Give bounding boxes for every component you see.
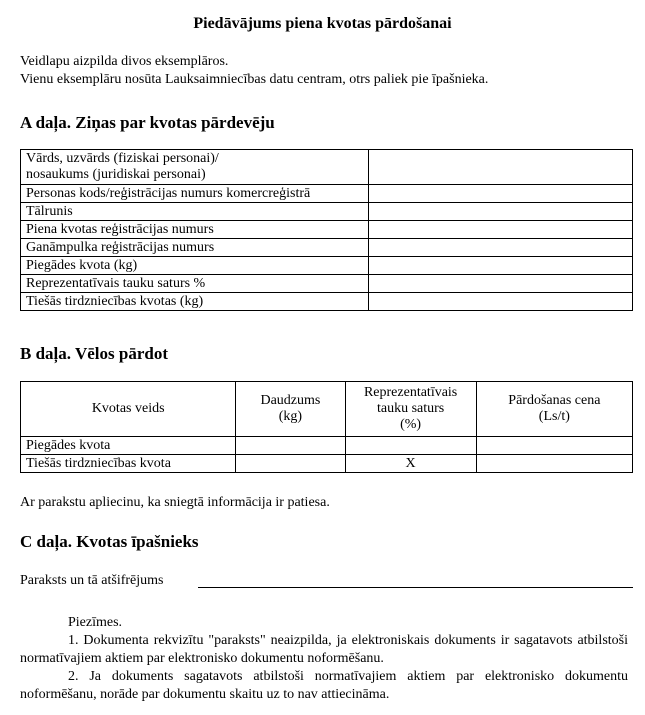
table-row [21, 150, 633, 185]
price-cell[interactable] [476, 455, 632, 473]
intro-line: Veidlapu aizpilda divos eksemplāros. [20, 54, 229, 69]
header-line: tauku saturs [376, 401, 445, 416]
intro-line: Vienu eksemplāru nosūta Lauksaimniecības datu centram, otrs paliek pie īpašnieka. [20, 72, 489, 87]
price-cell[interactable] [476, 437, 632, 455]
table-row [21, 275, 633, 293]
table-row [21, 437, 633, 455]
header-line: (Ls/t) [538, 409, 570, 424]
section-b-heading: B daļa. Vēlos pārdot [20, 344, 168, 363]
field-label: Reprezentatīvais tauku saturs % [21, 275, 369, 293]
field-label: Piena kvotas reģistrācijas numurs [21, 221, 369, 239]
note-item: 2. Ja dokuments sagatavots atbilstoši normatīvajiem aktiem par elektronisko dokumentu noformēšanu, norāde par dokumentu skaitu uz to nav attiecināma. [20, 669, 628, 702]
fat-content-field[interactable] [368, 275, 633, 293]
column-header-fat-content [345, 382, 476, 437]
table-row [21, 257, 633, 275]
field-label: Tiešās tirdzniecības kvotas (kg) [21, 293, 369, 311]
field-label-line: Vārds, uzvārds (fiziskai personai)/ [26, 151, 219, 166]
note-item: 1. Dokumenta rekvizītu "paraksts" neaizpilda, ja elektroniskais dokuments ir sagatavots atbilstoši normatīvajiem aktiem par elektronisko dokumentu noformēšanu. [20, 633, 628, 666]
seller-info-table [20, 149, 633, 311]
header-line: Daudzums [260, 393, 321, 408]
name-field[interactable] [368, 150, 633, 185]
header-line: Reprezentatīvais [363, 385, 458, 400]
document-title: Piedāvājums piena kvotas pārdošanai [193, 15, 452, 32]
field-label: Personas kods/reģistrācijas numurs komercreģistrā [21, 185, 369, 203]
intro-text [20, 53, 630, 89]
notes-section [20, 614, 628, 704]
signature-label: Paraksts un tā atšifrējums [20, 573, 164, 588]
signature-line[interactable] [198, 587, 633, 588]
table-row [21, 239, 633, 257]
header-line: (kg) [278, 409, 303, 424]
field-label: Piegādes kvota (kg) [21, 257, 369, 275]
direct-sales-quota-field[interactable] [368, 293, 633, 311]
personal-code-field[interactable] [368, 185, 633, 203]
fat-content-cell[interactable] [345, 437, 476, 455]
field-label [21, 150, 369, 185]
field-label-line: nosaukums (juridiskai personai) [26, 167, 206, 182]
fat-content-cell: X [345, 455, 476, 473]
phone-field[interactable] [368, 203, 633, 221]
column-header-price [476, 382, 632, 437]
table-row [21, 203, 633, 221]
certification-statement: Ar parakstu apliecinu, ka sniegtā informācija ir patiesa. [20, 495, 330, 510]
column-header-quota-type [21, 382, 236, 437]
quota-type-cell: Tiešās tirdzniecības kvota [21, 455, 236, 473]
herd-registration-field[interactable] [368, 239, 633, 257]
table-row [21, 293, 633, 311]
section-c-heading: C daļa. Kvotas īpašnieks [20, 532, 199, 551]
quota-type-cell: Piegādes kvota [21, 437, 236, 455]
field-label: Ganāmpulka reģistrācijas numurs [21, 239, 369, 257]
section-a-heading: A daļa. Ziņas par kvotas pārdevēju [20, 113, 275, 132]
sale-offer-table [20, 381, 633, 473]
quota-registration-field[interactable] [368, 221, 633, 239]
quantity-cell[interactable] [236, 437, 345, 455]
signature-row [20, 572, 633, 589]
quantity-cell[interactable] [236, 455, 345, 473]
table-row [21, 455, 633, 473]
table-row [21, 185, 633, 203]
delivery-quota-field[interactable] [368, 257, 633, 275]
field-label: Tālrunis [21, 203, 369, 221]
header-line: Pārdošanas cena [508, 393, 601, 408]
table-row [21, 221, 633, 239]
notes-title: Piezīmes. [68, 615, 123, 630]
header-line: Kvotas veids [91, 401, 165, 416]
column-header-quantity [236, 382, 345, 437]
table-header-row [21, 382, 633, 437]
header-line: (%) [400, 417, 422, 432]
